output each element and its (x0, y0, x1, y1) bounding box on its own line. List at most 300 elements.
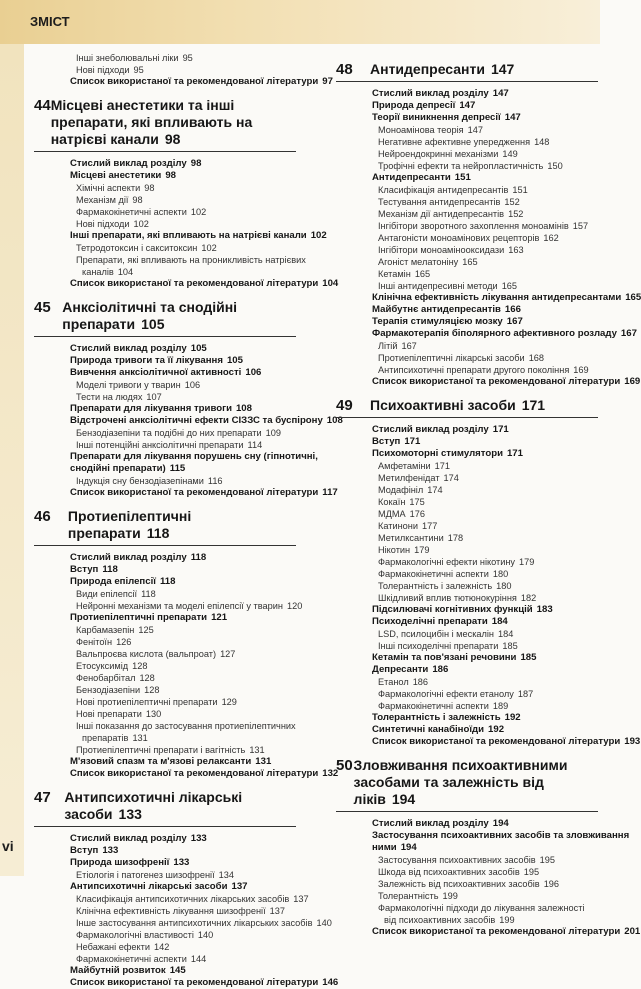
toc-page-number: 162 (543, 233, 559, 243)
toc-page-number: 115 (169, 463, 186, 474)
chapter-title-block (370, 61, 514, 78)
toc-section (336, 830, 630, 842)
toc-page-number: 187 (517, 689, 534, 699)
toc-entry-text[interactable]: Стислий виклад розділу (70, 552, 187, 563)
chapter-page: 133 (118, 806, 142, 822)
toc-entry-text[interactable]: Список використаної та рекомендованої літератури (70, 278, 319, 289)
toc-entry-text[interactable]: Інші знеболювальні ліки (76, 53, 179, 63)
toc-page-number: 140 (197, 930, 214, 940)
toc-entry-text[interactable]: Амфетаміни (378, 461, 431, 471)
toc-entry-text[interactable]: Фармакологічні підходи до лікування залежності (378, 903, 585, 913)
toc-entry-text[interactable]: Інгібітори моноамінооксидази (378, 245, 505, 255)
toc-page-number: 98 (144, 183, 155, 193)
toc-subsection (34, 953, 296, 965)
toc-page-number: 185 (520, 652, 537, 663)
toc-entry-text[interactable]: Інші показання до застосування протиепілептичних (76, 721, 296, 731)
toc-page-number: 121 (211, 612, 228, 623)
toc-page-number: 102 (190, 207, 207, 217)
toc-section (336, 436, 598, 448)
toc-entry-text[interactable]: Антидепресанти (372, 172, 451, 183)
toc-entry-text[interactable]: Вальпроєва кислота (вальпроат) (76, 649, 217, 659)
toc-page-number: 137 (269, 906, 285, 916)
toc-subsection (34, 254, 306, 266)
toc-page-number: 142 (153, 942, 170, 952)
toc-section (34, 278, 339, 290)
toc-section (34, 463, 296, 475)
toc-page-number: 186 (432, 664, 449, 675)
toc-page-number: 131 (255, 756, 272, 767)
toc-entry-text[interactable]: каналів (82, 267, 114, 277)
chapter-page: 147 (490, 61, 515, 77)
toc-entry-text[interactable]: Кетамін (378, 269, 411, 279)
toc-entry-text[interactable]: Механізм дії (76, 195, 129, 205)
toc-page-number: 146 (322, 977, 339, 988)
toc-entry-text[interactable]: Терапія стимуляцією мозку (372, 316, 503, 327)
toc-section (34, 415, 343, 427)
toc-entry-text[interactable]: Кокаїн (378, 497, 406, 507)
toc-entry-text[interactable]: Препарати для лікування тривоги (70, 403, 232, 414)
toc-page-number: 131 (249, 745, 265, 755)
chapter-heading (336, 757, 598, 812)
toc-page-number: 165 (462, 257, 478, 267)
toc-page-number: 167 (620, 328, 637, 339)
toc-subsection (336, 232, 598, 244)
toc-entry-text[interactable]: Нейроендокринні механізми (378, 149, 499, 159)
toc-page-number: 95 (133, 65, 144, 75)
toc-entry-text[interactable]: Класифікація антидепресантів (378, 185, 509, 195)
toc-entry-text[interactable]: Інші антидепресивні методи (378, 281, 498, 291)
toc-entry-text[interactable]: Шкода від психоактивних засобів (378, 867, 520, 877)
toc-section (336, 112, 598, 124)
toc-subsection (336, 244, 598, 256)
toc-entry-text[interactable]: препаратів (82, 733, 129, 743)
toc-subsection (34, 206, 296, 218)
toc-section (336, 724, 598, 736)
toc-entry-text[interactable]: Інші психоделічні препарати (378, 641, 499, 651)
toc-subsection (34, 941, 296, 953)
toc-entry-text[interactable]: Синтетичні канабіноїди (372, 724, 485, 735)
toc-entry-text[interactable]: Майбутній розвиток (70, 965, 166, 976)
toc-entry-text[interactable]: Препарати, які впливають на проникливість натрієвих (76, 255, 306, 265)
toc-subsection (336, 688, 598, 700)
toc-entry-text[interactable]: Природа депресії (372, 100, 456, 111)
toc-entry-text[interactable]: Протиепілептичні препарати і вагітність (76, 745, 246, 755)
toc-section (336, 376, 641, 388)
toc-subsection (34, 696, 296, 708)
toc-page-number: 151 (512, 185, 528, 195)
toc-entry-text[interactable]: Фармакокінетичні аспекти (378, 569, 489, 579)
toc-section (336, 616, 598, 628)
toc-entry-text[interactable]: LSD, псилоцибін і мескалін (378, 629, 494, 639)
toc-subsection (34, 194, 296, 206)
toc-entry-text[interactable]: Карбамазепін (76, 625, 135, 635)
toc-section (336, 88, 598, 100)
toc-section (336, 926, 641, 938)
toc-section (34, 355, 296, 367)
toc-entry-text[interactable]: Майбутнє антидепресантів (372, 304, 501, 315)
toc-page-number: 107 (146, 392, 162, 402)
chapter-title[interactable]: Антидепресанти (370, 61, 485, 77)
toc-section (336, 604, 598, 616)
chapter-heading (34, 508, 296, 546)
toc-page-number: 165 (625, 292, 641, 303)
toc-section (34, 403, 296, 415)
toc-entry-text[interactable]: Метилксантини (378, 533, 444, 543)
toc-page-number: 163 (508, 245, 524, 255)
toc-entry-text[interactable]: Депресанти (372, 664, 429, 675)
toc-entry-text[interactable]: снодійні препарати) (70, 463, 166, 474)
toc-entry-text[interactable]: Препарати для лікування порушень сну (гіпнотичні, (70, 451, 318, 462)
toc-page-number: 144 (190, 954, 207, 964)
chapter-title[interactable]: Зловживання психоактивними засобами та залежність від ліків (353, 757, 568, 807)
toc-page-number: 189 (492, 701, 509, 711)
toc-entry-text[interactable]: Індукція сну бензодіазепінами (76, 476, 204, 486)
toc-subsection (34, 648, 296, 660)
toc-page-number: 169 (624, 376, 641, 387)
chapter-title[interactable]: Анксіолітичні та снодійні препарати (62, 299, 238, 332)
toc-entry-text[interactable]: Нові препарати (76, 709, 142, 719)
toc-entry-text[interactable]: Тестування антидепресантів (378, 197, 501, 207)
toc-page-number: 120 (286, 601, 303, 611)
toc-entry-text[interactable]: Бензодіазепіни (76, 685, 141, 695)
toc-section (34, 158, 296, 170)
chapter-page: 118 (146, 525, 170, 541)
toc-section (336, 100, 598, 112)
toc-subsection (34, 672, 296, 684)
toc-page-number: 183 (536, 604, 553, 615)
toc-entry-text[interactable]: Вивчення анксіолітичної активності (70, 367, 242, 378)
toc-page-number: 194 (492, 818, 509, 829)
toc-subsection (34, 744, 296, 756)
toc-page-number: 128 (144, 685, 160, 695)
toc-section (336, 736, 641, 748)
toc-entry-text[interactable]: Катинони (378, 521, 418, 531)
toc-subsection (34, 708, 296, 720)
toc-entry-text[interactable]: Небажані ефекти (76, 942, 150, 952)
toc-page-number: 184 (491, 616, 508, 627)
toc-page-number: 109 (265, 428, 281, 438)
toc-subsection (336, 364, 598, 376)
toc-entry-text[interactable]: Фармакотерапія біполярного афективного розладу (372, 328, 617, 339)
toc-subsection (34, 218, 296, 230)
toc-subsection (34, 379, 296, 391)
toc-entry-text[interactable]: Природа епілепсії (70, 576, 156, 587)
toc-entry-text[interactable]: Літій (378, 341, 398, 351)
toc-section (34, 230, 327, 242)
toc-entry-text[interactable]: Тетродотоксин і сакситоксин (76, 243, 198, 253)
toc-page-number: 152 (504, 197, 520, 207)
toc-page-number: 131 (132, 733, 148, 743)
toc-section (34, 768, 339, 780)
toc-entry-text[interactable]: Антагоністи моноамінових рецепторів (378, 233, 540, 243)
toc-page-number: 147 (459, 100, 476, 111)
toc-page-number: 186 (412, 677, 429, 687)
toc-subsection (336, 592, 598, 604)
toc-entry-text[interactable]: Етіологія і патогенез шизофренії (76, 870, 215, 880)
toc-entry-text[interactable]: Модафініл (378, 485, 424, 495)
toc-page-number: 175 (409, 497, 425, 507)
page-title: ЗМІСТ (30, 14, 70, 29)
chapter-title[interactable]: Місцеві анестетики та інші препарати, які впливають на натрієві канали (50, 97, 253, 147)
chapter-page: 194 (391, 791, 416, 807)
toc-subsection (336, 484, 598, 496)
toc-section (34, 576, 296, 588)
toc-entry-text[interactable]: Стислий виклад розділу (372, 424, 489, 435)
toc-section (34, 343, 296, 355)
toc-page-number: 127 (220, 649, 236, 659)
toc-page-number: 199 (499, 915, 515, 925)
toc-entry-text[interactable]: Фармакологічні властивості (76, 930, 194, 940)
toc-entry-text[interactable]: Толерантність і залежність (378, 581, 493, 591)
toc-entry-text[interactable]: Моделі тривоги у тварин (76, 380, 181, 390)
toc-entry-text[interactable]: Хімічні аспекти (76, 183, 141, 193)
toc-page-number: 105 (226, 355, 243, 366)
toc-page-number: 97 (322, 76, 333, 87)
toc-page-number: 194 (400, 842, 417, 853)
toc-entry-text[interactable]: Фармакологічні ефекти етанолу (378, 689, 514, 699)
toc-page-number: 147 (504, 112, 521, 123)
toc-entry-text[interactable]: Список використаної та рекомендованої літератури (70, 768, 319, 779)
toc-section (34, 487, 338, 499)
toc-entry-text[interactable]: Список використаної та рекомендованої літератури (70, 76, 319, 87)
toc-entry-text[interactable]: від психоактивних засобів (384, 915, 496, 925)
toc-entry-text[interactable]: Негативне афективне упередження (378, 137, 531, 147)
toc-entry-text[interactable]: М'язовий спазм та м'язові релаксанти (70, 756, 252, 767)
toc-page-number: 180 (496, 581, 512, 591)
page-number: vi (2, 838, 14, 854)
toc-section (336, 448, 598, 460)
toc-subsection (336, 902, 598, 914)
toc-entry-text[interactable]: Список використаної та рекомендованої літератури (372, 736, 621, 747)
toc-section (336, 424, 598, 436)
toc-page-number: 171 (506, 448, 523, 459)
toc-entry-text[interactable]: Етосуксимід (76, 661, 129, 671)
toc-page-number: 95 (182, 53, 193, 63)
toc-entry-text[interactable]: Механізм дії антидепресантів (378, 209, 505, 219)
toc-page-number: 132 (322, 768, 339, 779)
toc-page-number: 174 (443, 473, 459, 483)
toc-entry-text[interactable]: Нейронні механізми та моделі епілепсії у тварин (76, 601, 283, 611)
toc-entry-text[interactable]: Моноамінова теорія (378, 125, 464, 135)
toc-page-number: 180 (492, 569, 509, 579)
toc-entry-text[interactable]: Природа шизофренії (70, 857, 170, 868)
toc-subsection (336, 268, 598, 280)
toc-subsection (34, 929, 296, 941)
toc-entry-text[interactable]: Кетамін та пов'язані речовини (372, 652, 517, 663)
chapter-page: 171 (521, 397, 546, 413)
chapter-number: 50 (336, 757, 353, 774)
toc-entry-text[interactable]: Фармакокінетичні аспекти (76, 954, 187, 964)
toc-subsection (336, 340, 598, 352)
toc-entry-text[interactable]: Клінічна ефективність лікування шизофренії (76, 906, 266, 916)
toc-entry-text[interactable]: Клінічна ефективність лікування антидепресантами (372, 292, 622, 303)
toc-page-number: 106 (184, 380, 201, 390)
toc-section (336, 842, 598, 854)
toc-section (34, 857, 296, 869)
toc-entry-text[interactable]: Психоделічні препарати (372, 616, 488, 627)
toc-page-number: 195 (523, 867, 540, 877)
toc-subsection (34, 600, 303, 612)
toc-entry-text[interactable]: Толерантність і залежність (372, 712, 501, 723)
toc-section (336, 712, 598, 724)
toc-entry-text[interactable]: Антипсихотичні препарати другого покоління (378, 365, 570, 375)
chapter-title-block (62, 299, 296, 333)
toc-page-number: 108 (235, 403, 252, 414)
toc-entry-text[interactable]: Толерантність (378, 891, 439, 901)
toc-subsection (34, 64, 296, 76)
toc-entry-text[interactable]: Інгібітори зворотного захоплення моноамінів (378, 221, 569, 231)
toc-entry-text[interactable]: Нові протиепілептичні препарати (76, 697, 218, 707)
toc-page-number: 176 (409, 509, 426, 519)
toc-page-number: 182 (520, 593, 537, 603)
toc-entry-text[interactable]: Інші препарати, які впливають на натрієві канали (70, 230, 307, 241)
chapter-page: 98 (164, 131, 181, 147)
toc-page-number: 128 (132, 661, 148, 671)
toc-entry-text[interactable]: Агоніст мелатоніну (378, 257, 459, 267)
toc-entry-text[interactable]: Стислий виклад розділу (372, 818, 489, 829)
toc-subsection (336, 914, 598, 926)
toc-page-number: 184 (498, 629, 514, 639)
toc-page-number: 145 (169, 965, 186, 976)
toc-entry-text[interactable]: Шкідливий вплив тютюнокуріння (378, 593, 517, 603)
toc-section (34, 845, 296, 857)
toc-entry-text[interactable]: Стислий виклад розділу (70, 343, 187, 354)
toc-entry-text[interactable]: Тести на людях (76, 392, 143, 402)
toc-entry-text[interactable]: Протиепілептичні лікарські засоби (378, 353, 525, 363)
toc-entry-text[interactable]: Протиепілептичні препарати (70, 612, 208, 623)
toc-subsection (34, 917, 332, 929)
toc-entry-text[interactable]: Залежність від психоактивних засобів (378, 879, 540, 889)
toc-entry-text[interactable]: Місцеві анестетики (70, 170, 162, 181)
toc-page-number: 134 (218, 870, 234, 880)
toc-entry-text[interactable]: Антипсихотичні лікарські засоби (70, 881, 228, 892)
toc-entry-text[interactable]: Підсилювачі когнітивних функцій (372, 604, 533, 615)
toc-section (336, 316, 598, 328)
toc-page-number: 98 (165, 170, 177, 181)
toc-page-number: 148 (534, 137, 550, 147)
toc-entry-text[interactable]: Список використаної та рекомендованої літератури (70, 487, 319, 498)
toc-entry-text[interactable]: Стислий виклад розділу (70, 833, 187, 844)
toc-page-number: 102 (133, 219, 149, 229)
toc-entry-text[interactable]: Фармакокінетичні аспекти (378, 701, 489, 711)
toc-subsection (336, 628, 598, 640)
chapter-title-block (51, 97, 296, 148)
toc-entry-text[interactable]: Етанол (378, 677, 409, 687)
toc-entry-text[interactable]: Нікотин (378, 545, 411, 555)
toc-subsection (34, 439, 296, 451)
toc-subsection (34, 684, 296, 696)
toc-entry-text[interactable]: Класифікація антипсихотичних лікарських засобів (76, 894, 290, 904)
toc-entry-text[interactable]: Бензодіазепіни та подібні до них препарати (76, 428, 262, 438)
toc-section (34, 977, 339, 989)
toc-entry-text[interactable]: Список використаної та рекомендованої літератури (372, 926, 621, 937)
toc-entry-text[interactable]: МДМА (378, 509, 406, 519)
toc-subsection (336, 460, 598, 472)
toc-left-column (34, 52, 343, 989)
toc-entry-text[interactable]: Список використаної та рекомендованої літератури (372, 376, 621, 387)
toc-entry-text[interactable]: Стислий виклад розділу (372, 88, 489, 99)
toc-entry-text[interactable]: Види епілепсії (76, 589, 138, 599)
toc-entry-text[interactable]: Нові підходи (76, 219, 130, 229)
toc-section (336, 652, 598, 664)
toc-entry-text[interactable]: Фенобарбітал (76, 673, 136, 683)
toc-entry-text[interactable]: Інше застосування антипсихотичних лікарських засобів (76, 918, 313, 928)
toc-entry-text[interactable]: Вступ (70, 564, 99, 575)
toc-page-number: 195 (539, 855, 555, 865)
chapter-title[interactable]: Антипсихотичні лікарські засоби (64, 789, 243, 822)
toc-page-number: 192 (488, 724, 505, 735)
toc-entry-text[interactable]: Інші потенційні анксіолітичні препарати (76, 440, 244, 450)
toc-page-number: 193 (624, 736, 641, 747)
toc-entry-text[interactable]: ними (372, 842, 397, 853)
toc-subsection (336, 532, 598, 544)
toc-section (34, 881, 296, 893)
toc-page-number: 165 (501, 281, 518, 291)
toc-page-number: 179 (519, 557, 535, 567)
toc-subsection (34, 732, 296, 744)
sidebar-band (0, 44, 24, 876)
toc-entry-text[interactable]: Вступ (70, 845, 99, 856)
toc-section (34, 833, 296, 845)
toc-subsection (34, 660, 296, 672)
toc-page-number: 105 (190, 343, 207, 354)
toc-entry-text[interactable]: Теорії виникнення депресії (372, 112, 501, 123)
toc-entry-text[interactable]: Вступ (372, 436, 401, 447)
toc-subsection (336, 220, 598, 232)
toc-subsection (336, 136, 598, 148)
toc-subsection (336, 148, 598, 160)
toc-entry-text[interactable]: Метилфенідат (378, 473, 440, 483)
toc-section (336, 172, 598, 184)
toc-entry-text[interactable]: Стислий виклад розділу (70, 158, 187, 169)
toc-subsection (34, 869, 296, 881)
toc-entry-text[interactable]: Нові підходи (76, 65, 130, 75)
toc-page-number: 137 (231, 881, 248, 892)
toc-entry-text[interactable]: Фенітоїн (76, 637, 113, 647)
toc-page-number: 147 (492, 88, 509, 99)
toc-page-number: 167 (506, 316, 523, 327)
toc-right-column (336, 52, 641, 938)
toc-page-number: 149 (502, 149, 518, 159)
toc-subsection (336, 544, 598, 556)
toc-entry-text[interactable]: Природа тривоги та її лікування (70, 355, 223, 366)
toc-page-number: 104 (117, 267, 134, 277)
chapter-heading (34, 97, 296, 152)
toc-subsection (336, 160, 598, 172)
toc-page-number: 126 (116, 637, 132, 647)
toc-entry-text[interactable]: Психомоторні стимулятори (372, 448, 503, 459)
toc-entry-text[interactable]: Список використаної та рекомендованої літератури (70, 977, 319, 988)
toc-page-number: 118 (159, 576, 176, 587)
toc-entry-text[interactable]: Застосування психоактивних засобів (378, 855, 536, 865)
toc-entry-text[interactable]: Застосування психоактивних засобів та зловживання (372, 830, 630, 841)
chapter-title[interactable]: Психоактивні засоби (370, 397, 516, 413)
toc-entry-text[interactable]: Фармакокінетичні аспекти (76, 207, 187, 217)
toc-page-number: 179 (414, 545, 430, 555)
toc-page-number: 102 (310, 230, 327, 241)
toc-page-number: 150 (547, 161, 563, 171)
toc-entry-text[interactable]: Відстрочені анксіолітичні ефекти СІЗЗС та буспірону (70, 415, 323, 426)
chapter-title[interactable]: Протиепілептичні препарати (67, 508, 192, 541)
toc-page-number: 147 (467, 125, 483, 135)
toc-section (34, 451, 318, 463)
toc-subsection (336, 878, 598, 890)
toc-entry-text[interactable]: Трофічні ефекти та нейропластичність (378, 161, 544, 171)
toc-subsection (34, 391, 296, 403)
toc-page-number: 117 (322, 487, 338, 498)
toc-page-number: 167 (401, 341, 417, 351)
toc-entry-text[interactable]: Фармакологічні ефекти нікотину (378, 557, 516, 567)
